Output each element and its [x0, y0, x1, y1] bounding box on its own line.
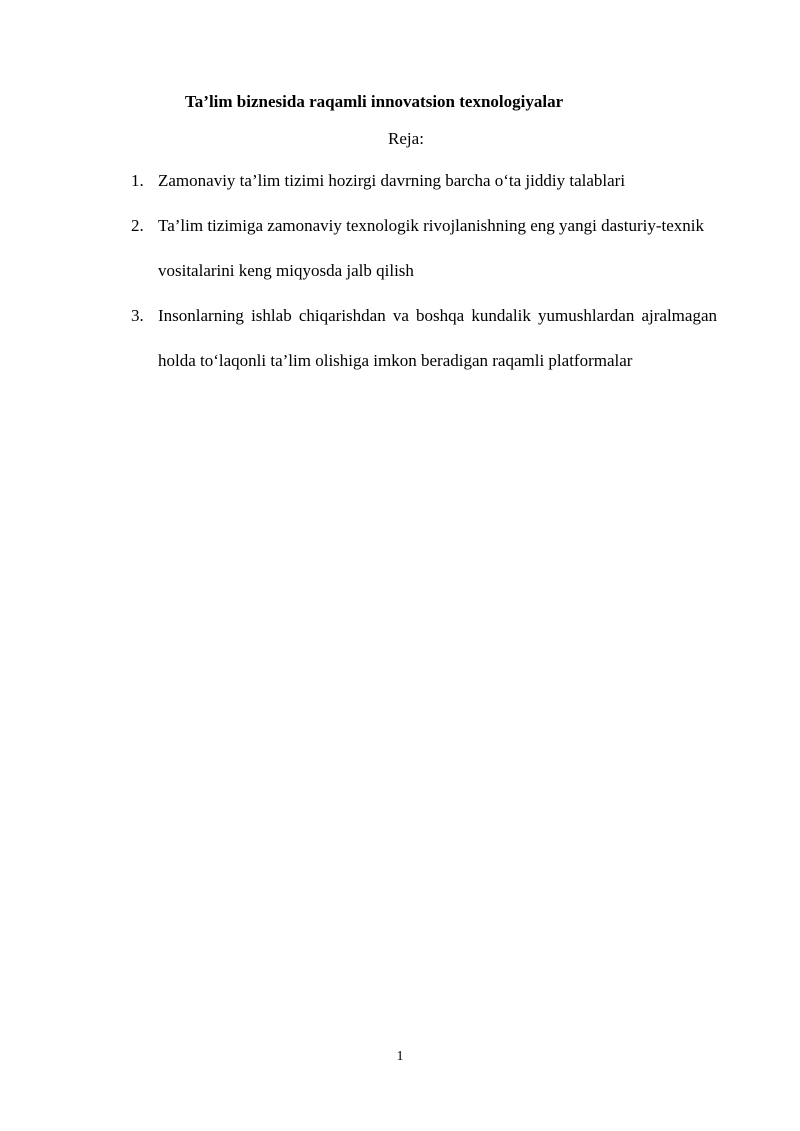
plan-item: [131, 158, 717, 203]
plan-list: [131, 158, 717, 383]
plan-item-text: Ta’lim tizimiga zamonaviy texnologik rivojlanishning eng yangi dasturiy-texnik vositalarini keng miqyosda jalb qilish: [158, 216, 705, 280]
plan-item-text: Zamonaviy ta’lim tizimi hozirgi davrning barcha o‘ta jiddiy talablari: [158, 171, 626, 190]
plan-item-number: 3.: [131, 306, 144, 325]
plan-item: [131, 203, 717, 293]
plan-heading: Reja:: [388, 129, 424, 148]
document-title: Ta’lim biznesida raqamli innovatsion texnologiyalar: [185, 92, 564, 111]
plan-item-text: Insonlarning ishlab chiqarishdan va boshqa kundalik yumushlardan ajralmagan holda to‘laqonli ta’lim olishiga imkon beradigan raqamli platformalar: [158, 306, 717, 370]
plan-item-number: 1.: [131, 171, 144, 190]
plan-item: [131, 293, 717, 383]
page-number: 1: [396, 1049, 404, 1064]
plan-item-number: 2.: [131, 216, 144, 235]
